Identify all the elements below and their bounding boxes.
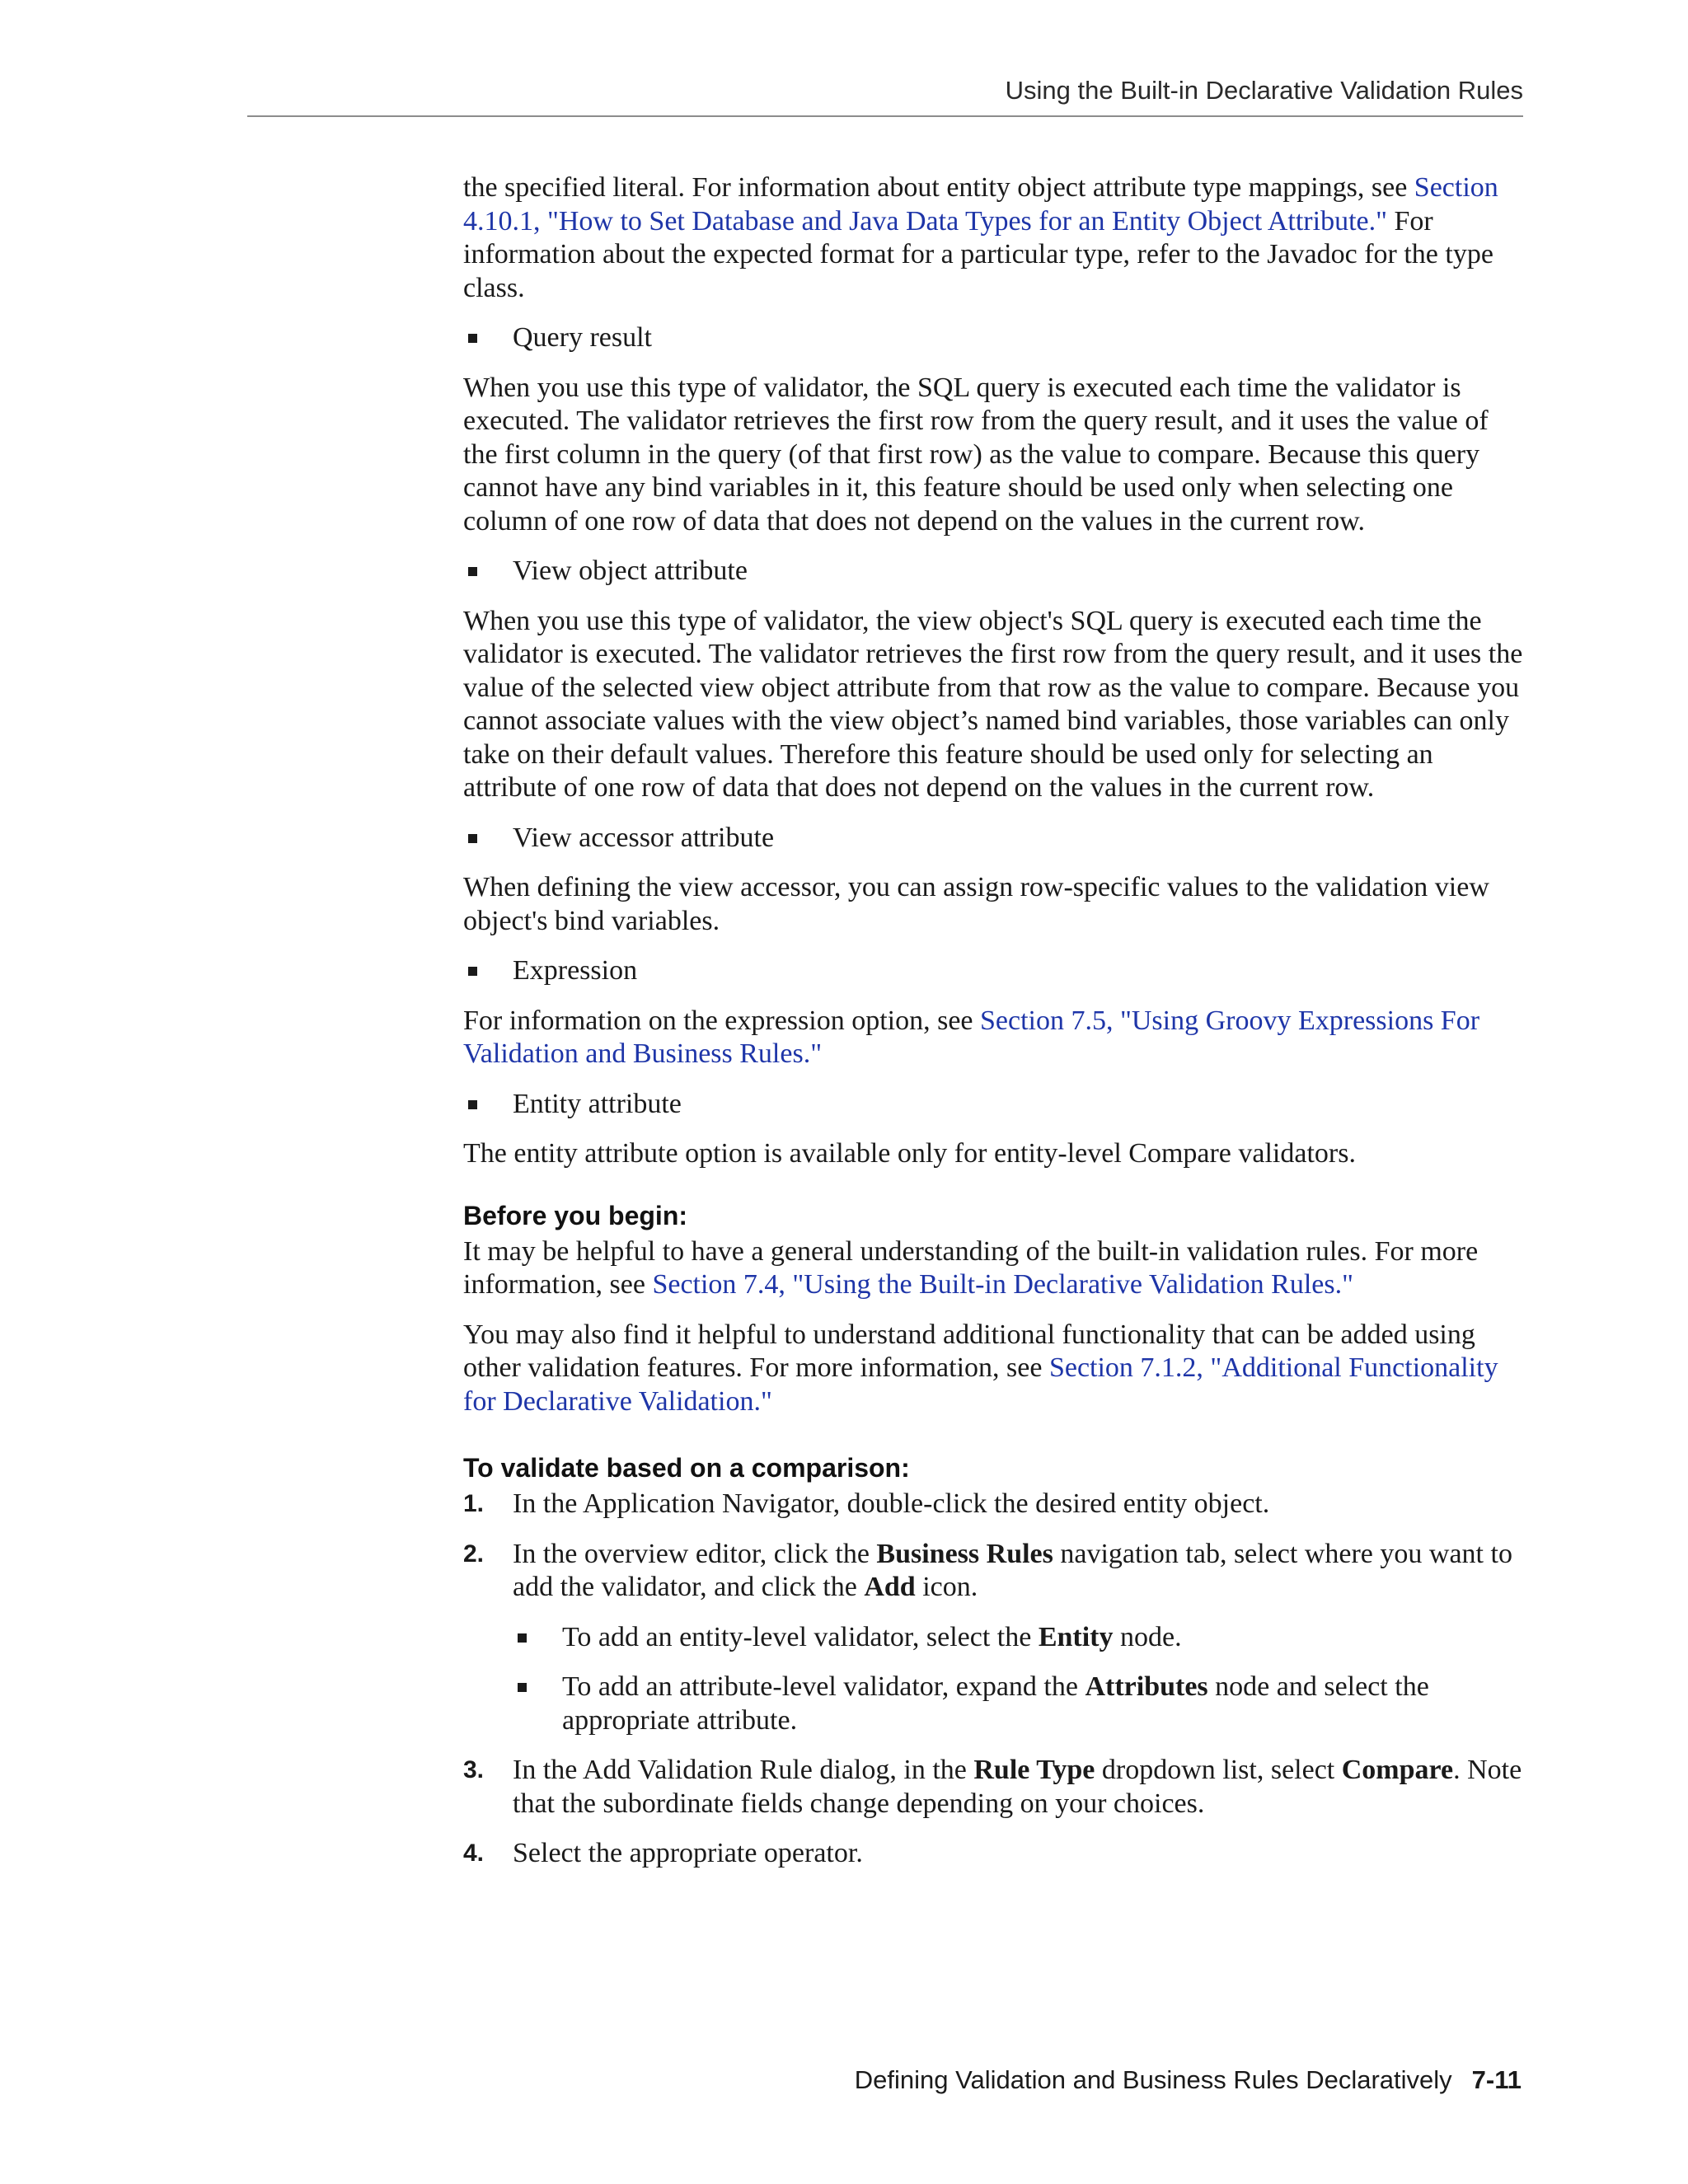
step-2-subbullet-entity: To add an entity-level validator, select the Entity node. xyxy=(463,1621,1526,1655)
step-2: 2. In the overview editor, click the Business Rules navigation tab, select where you want to add the validator, and click the Add icon. xyxy=(463,1538,1512,1602)
bullet-square-icon xyxy=(468,567,477,576)
step-number: 1. xyxy=(463,1490,485,1517)
bullet-expression: Expression xyxy=(463,954,1526,988)
step-number: 2. xyxy=(463,1540,485,1568)
running-header: Using the Built-in Declarative Validation Rules xyxy=(1005,76,1523,105)
step-4: 4. Select the appropriate operator. xyxy=(463,1837,1526,1871)
step-number: 3. xyxy=(463,1756,485,1783)
bullet-square-icon xyxy=(468,967,477,976)
before-paragraph-1: It may be helpful to have a general understanding of the built-in validation rules. For more information, see Section 7.4, "Using the Built-in Declarative Validation Rules." xyxy=(463,1235,1479,1300)
bullet-square-icon xyxy=(518,1633,527,1643)
page-body xyxy=(463,171,1526,1887)
footer-title: Defining Validation and Business Rules Declaratively xyxy=(854,2065,1452,2094)
query-result-description: When you use this type of validator, the SQL query is executed each time the validator is executed. The validator retrieves the first row from the query result, and it uses the value of the first column in the query (of that first row) as the value to compare. Because this query cannot have any bind variables in it, this feature should be used only when selecting one column of one row of data that does not depend on the values in the current row. xyxy=(463,372,1489,537)
entity-attribute-description: The entity attribute option is available only for entity-level Compare validators. xyxy=(463,1138,1356,1169)
header-divider xyxy=(247,115,1523,117)
step-number: 4. xyxy=(463,1840,485,1867)
bullet-view-accessor-attribute: View accessor attribute xyxy=(463,822,1526,855)
step-1: 1. In the Application Navigator, double-click the desired entity object. xyxy=(463,1488,1526,1521)
view-accessor-attribute-description: When defining the view accessor, you can assign row-specific values to the validation view object's bind variables. xyxy=(463,872,1489,936)
bullet-view-object-attribute: View object attribute xyxy=(463,555,1526,588)
step-3: 3. In the Add Validation Rule dialog, in the Rule Type dropdown list, select Compare. Note that the subordinate fields change depending on your choices. xyxy=(463,1755,1522,1819)
link-section-7-4[interactable]: Section 7.4, "Using the Built-in Declarative Validation Rules." xyxy=(652,1269,1353,1300)
expression-description: For information on the expression option, see Section 7.5, "Using Groovy Expressions For Validation and Business Rules." xyxy=(463,1005,1480,1069)
bullet-square-icon xyxy=(468,834,477,843)
step-2-subbullet-attributes: To add an attribute-level validator, expand the Attributes node and select the appropriate attribute. xyxy=(463,1671,1526,1737)
link-section-7-5[interactable]: Section 7.5, "Using Groovy Expressions For Validation and Business Rules." xyxy=(463,1005,1480,1069)
before-you-begin-heading: Before you begin: xyxy=(463,1200,688,1230)
intro-paragraph: the specified literal. For information about entity object attribute type mappings, see Section 4.10.1, "How to Set Database and Java Data Types for an Entity Object Attribute." For information about the expected format for a particular type, refer to the Javadoc for the type class. xyxy=(463,172,1498,303)
bullet-entity-attribute: Entity attribute xyxy=(463,1088,1526,1122)
bullet-query-result: Query result xyxy=(463,321,1526,355)
link-section-7-1-2[interactable]: Section 7.1.2, "Additional Functionality for Declarative Validation." xyxy=(463,1352,1498,1417)
view-object-attribute-description: When you use this type of validator, the view object's SQL query is executed each time the validator is executed. The validator retrieves the first row from the query result, and it uses the value of the selected view object attribute from that row as the value to compare. Because you cannot associate values with the view object’s named bind variables, those variables can only take on their default values. Therefore this feature should be used only for selecting an attribute of one row of data that does not depend on the values in the current row. xyxy=(463,605,1523,803)
page-footer xyxy=(855,2065,1522,2095)
bullet-square-icon xyxy=(518,1683,527,1692)
before-paragraph-2: You may also find it helpful to understand additional functionality that can be added using other validation features. For more information, see Section 7.1.2, "Additional Functionality for Declarative Validation." xyxy=(463,1319,1498,1417)
link-section-4-10-1[interactable]: Section 4.10.1, "How to Set Database and Java Data Types for an Entity Object Attribute." xyxy=(463,172,1498,237)
bullet-square-icon xyxy=(468,334,477,343)
bullet-square-icon xyxy=(468,1100,477,1109)
procedure-heading: To validate based on a comparison: xyxy=(463,1453,910,1483)
page-number: 7-11 xyxy=(1471,2065,1522,2094)
